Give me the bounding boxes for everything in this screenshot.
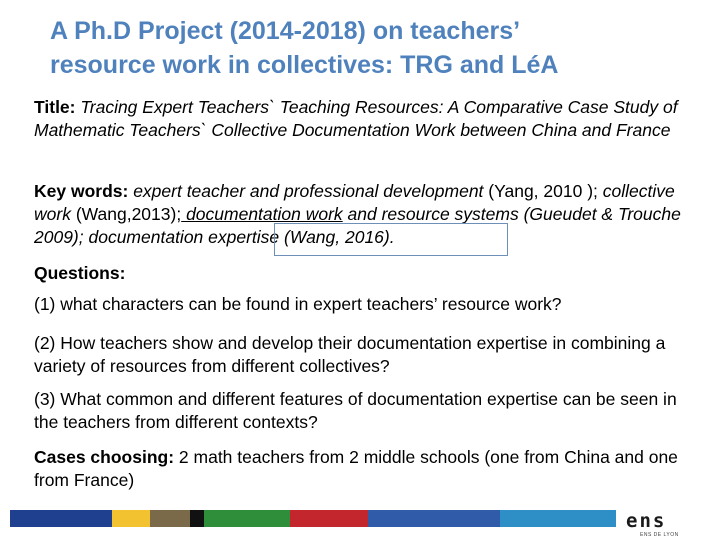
keyword-resource-systems: and resource systems (Gueudet & Trouche 2009);	[34, 204, 681, 247]
slide-title-line-2: resource work in collectives: TRG and LéA	[50, 51, 559, 79]
footer-stripe-blue	[368, 510, 500, 527]
keyword-documentation-work: documentation work	[181, 204, 343, 224]
keyword-expert-teacher: expert teacher and professional development	[128, 181, 484, 201]
ens-logo: ens	[626, 510, 667, 532]
study-title-label: Title:	[34, 97, 76, 117]
cases-paragraph	[34, 446, 694, 492]
question-3: (3) What common and different features of documentation expertise can be seen in the teachers from different contexts?	[34, 389, 677, 432]
footer-stripe-yellow	[112, 510, 150, 527]
documentation-expertise-highlight-box	[274, 223, 508, 256]
footer-stripe-navy	[10, 510, 112, 527]
study-title-paragraph	[34, 96, 694, 142]
footer-color-bar	[0, 510, 720, 530]
keyword-documentation-expertise: documentation expertise	[83, 227, 280, 247]
keyword-collective-work: collective work	[34, 181, 675, 224]
footer-stripe-black	[190, 510, 204, 527]
cases-label: Cases choosing:	[34, 447, 175, 467]
footer-stripe-light-blue	[500, 510, 616, 527]
question-2: (2) How teachers show and develop their documentation expertise in combining a variety of resources from different collectives?	[34, 333, 666, 376]
keyword-citation-1: (Yang, 2010 );	[483, 181, 598, 201]
footer-stripe-red	[290, 510, 368, 527]
slide-title-line-1: A Ph.D Project (2014-2018) on teachers’	[50, 17, 521, 45]
keywords-label: Key words:	[34, 181, 129, 201]
study-title-text: Tracing Expert Teachers` Teaching Resources: A Comparative Case Study of Mathematic Teachers` Collective Documentation Work between China and France	[34, 97, 678, 140]
footer-stripe-green	[204, 510, 290, 527]
keyword-citation-2: (Wang,2013);	[70, 204, 182, 224]
keyword-citation-3: (Wang, 2016).	[279, 227, 395, 247]
slide-title	[50, 14, 700, 82]
question-1: (1) what characters can be found in expert teachers’ resource work?	[34, 294, 562, 314]
cases-text: 2 math teachers from 2 middle schools (one from China and one from France)	[34, 447, 678, 490]
questions-label: Questions:	[34, 263, 126, 283]
ens-logo-subtext: ENS DE LYON	[640, 532, 679, 538]
footer-stripe-brown	[150, 510, 190, 527]
